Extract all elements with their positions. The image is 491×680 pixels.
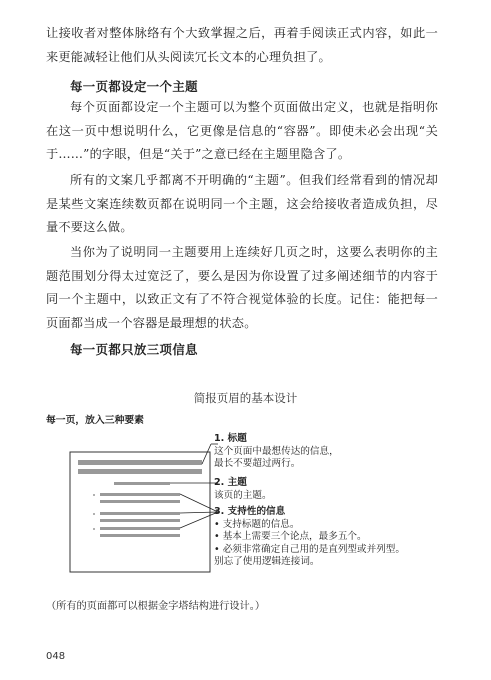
figure-title: 简报页眉的基本设计 <box>193 391 298 405</box>
item-support-desc-2: • 基本上需要三个论点，最多五个。 <box>214 531 367 542</box>
item-theme-label <box>214 477 272 502</box>
paragraph-theme-container: 当你为了说明同一主题要用上连续好几页之时，这要么表明你的主题范围划分得太过宽泛了，要么是因为你设置了过多阐述细节的内容于同一个主题中，以致正文有了不符合视觉体验的长度。记住：能把每一页面都当成一个容器是最理想的状态。 <box>46 245 438 330</box>
support-bar <box>100 500 180 503</box>
item-title-heading: 1. 标题 <box>214 433 247 444</box>
bullet-dot <box>93 528 95 530</box>
support-bar <box>100 519 180 522</box>
support-bar <box>100 493 180 496</box>
item-support-label <box>214 506 405 569</box>
item-title-desc-2: 最长不要超过两行。 <box>214 458 301 469</box>
item-support-desc-4: 别忘了使用逻辑连接词。 <box>214 556 320 567</box>
item-title-desc-1: 这个页面中最想传达的信息， <box>214 445 339 457</box>
item-support-desc-3: • 必须非常确定自己用的是直列型或并列型。 <box>214 543 405 555</box>
item-title-label <box>214 433 339 471</box>
support-bar <box>100 527 180 530</box>
figure-note: （所有的页面都可以根据金字塔结构进行设计。） <box>46 601 266 612</box>
slide-layout-diagram <box>46 428 446 578</box>
item-theme-desc: 该页的主题。 <box>214 489 272 501</box>
item-support-desc-1: • 支持标题的信息。 <box>214 518 300 530</box>
theme-bar <box>114 482 170 485</box>
heading-one-theme: 每一页都设定一个主题 <box>70 79 198 94</box>
paragraph-intro: 让接收者对整体脉络有个大致掌握之后，再着手阅读正式内容，如此一来更能减轻让他们从头阅读冗长文本的心理负担了。 <box>46 26 438 64</box>
support-bar <box>100 512 180 515</box>
title-bar-1 <box>78 460 202 465</box>
bullet-dot <box>93 494 95 496</box>
figure-subtitle: 每一页，放入三种要素 <box>46 415 144 426</box>
heading-three-items: 每一页都只放三项信息 <box>70 342 198 357</box>
paragraph-theme-burden: 所有的文案几乎都离不开明确的“主题”。但我们经常看到的情况却是某些文案连续数页都在说明同一个主题，这会给接收者造成负担，尽量不要这么做。 <box>46 173 438 235</box>
paragraph-theme-definition: 每个页面都设定一个主题可以为整个页面做出定义，也就是指明你在这一页中想说明什么，它更像是信息的“容器”。即使未必会出现“关于……”的字眼，但是“关于”之意已经在主题里隐含了。 <box>46 100 438 162</box>
support-bar <box>100 534 180 537</box>
bullet-dot <box>93 513 95 515</box>
item-support-heading: 3. 支持性的信息 <box>214 506 286 517</box>
title-bar-2 <box>78 469 202 474</box>
page-number: 048 <box>46 651 66 662</box>
item-theme-heading: 2. 主题 <box>214 477 247 488</box>
